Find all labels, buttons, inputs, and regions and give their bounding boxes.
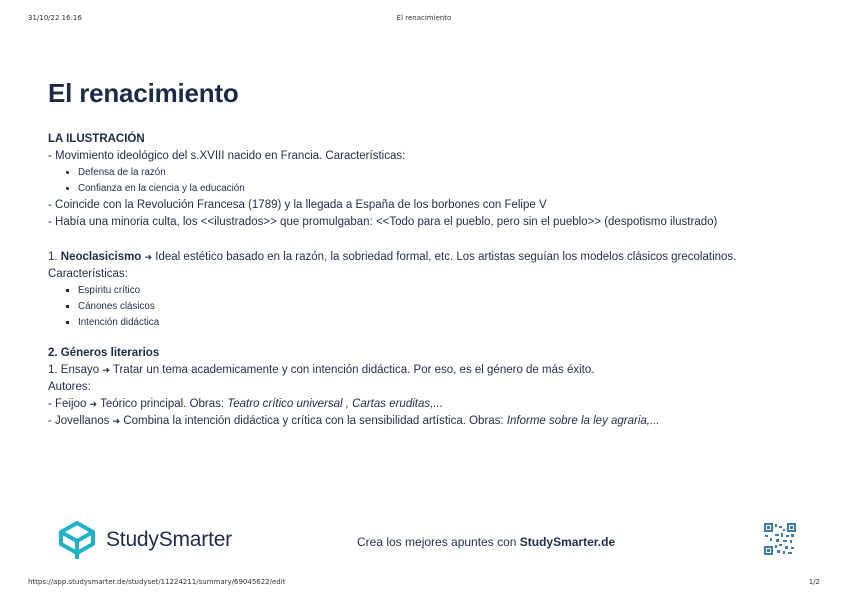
ensayo-line: 1. Ensayo ➜ Tratar un tema academicamente y con intención didáctica. Por eso, es el género de más éxito. <box>48 364 595 376</box>
studysmarter-brand <box>56 519 232 561</box>
print-datetime: 31/10/22 16:16 <box>28 14 82 22</box>
neoclasicismo-number: 1. <box>48 251 61 263</box>
section-heading-generos: 2. Géneros literarios <box>48 347 160 359</box>
brand-name: StudySmarter <box>106 528 232 551</box>
feijoo-works: Teatro crítico universal , Cartas eruditas,... <box>227 398 443 410</box>
print-title: El renacimiento <box>396 14 452 22</box>
neoclasicismo-caracteristicas: Características: <box>48 268 128 280</box>
arrow-icon: ➜ <box>89 399 98 409</box>
tagline: Crea los mejores apuntes con StudySmarter.de <box>357 535 616 549</box>
feijoo-line: - Feijoo ➜ Teórico principal. Obras: Teatro crítico universal , Cartas eruditas,... <box>48 398 443 410</box>
print-url: https://app.studysmarter.de/studyset/11224211/summary/69045622/edit <box>28 578 286 586</box>
jovellanos-works: Informe sobre la ley agraria,... <box>506 415 660 427</box>
ilustracion-list <box>48 165 818 197</box>
neoclasicismo-term: Neoclasicismo <box>60 251 142 263</box>
qr-code-icon <box>764 523 796 555</box>
ilustracion-intro: - Movimiento ideológico del s.XVIII nacido en Francia. Características: <box>48 150 406 162</box>
ilustracion-line-3: - Había una minoria culta, los <<ilustrados>> que promulgaban: <<Todo para el pueblo, pero sin el pueblo>> (despotismo ilustrado) <box>48 216 718 228</box>
arrow-icon: ➜ <box>102 365 110 375</box>
ilustracion-line-2: - Coincide con la Revolución Francesa (1789) y la llegada a España de los borbones con Felipe V <box>48 199 547 211</box>
neoclasicismo-paragraph <box>48 249 818 266</box>
list-item: ▪ Cánones clásicos <box>78 299 818 315</box>
neoclasicismo-text: Ideal estético basado en la razón, la sobriedad formal, etc. Los artistas seguían los modelos clásicos grecolatinos. <box>152 251 737 263</box>
studysmarter-logo-icon <box>56 519 98 561</box>
page-title: El renacimiento <box>48 78 239 108</box>
neoclasicismo-list <box>48 283 818 331</box>
list-item: ▪ Intención didáctica <box>78 315 818 331</box>
list-item: • Confianza en la ciencia y la educación <box>78 181 818 197</box>
document-body <box>48 78 818 430</box>
tagline-brand: StudySmarter.de <box>519 535 616 549</box>
page-number: 1/2 <box>808 578 820 586</box>
section-heading-ilustracion: LA ILUSTRACIÓN <box>48 133 145 145</box>
list-item: • Defensa de la razón <box>78 165 818 181</box>
arrow-icon: ➜ <box>112 416 121 426</box>
list-item: ▪ Espíritu crítico <box>78 283 818 299</box>
jovellanos-line: - Jovellanos ➜ Combina la intención didáctica y crítica con la sensibilidad artística. Obras: Informe sobre la ley agraria,... <box>48 415 660 427</box>
autores-label: Autores: <box>48 381 91 393</box>
arrow-icon: ➜ <box>144 252 153 262</box>
